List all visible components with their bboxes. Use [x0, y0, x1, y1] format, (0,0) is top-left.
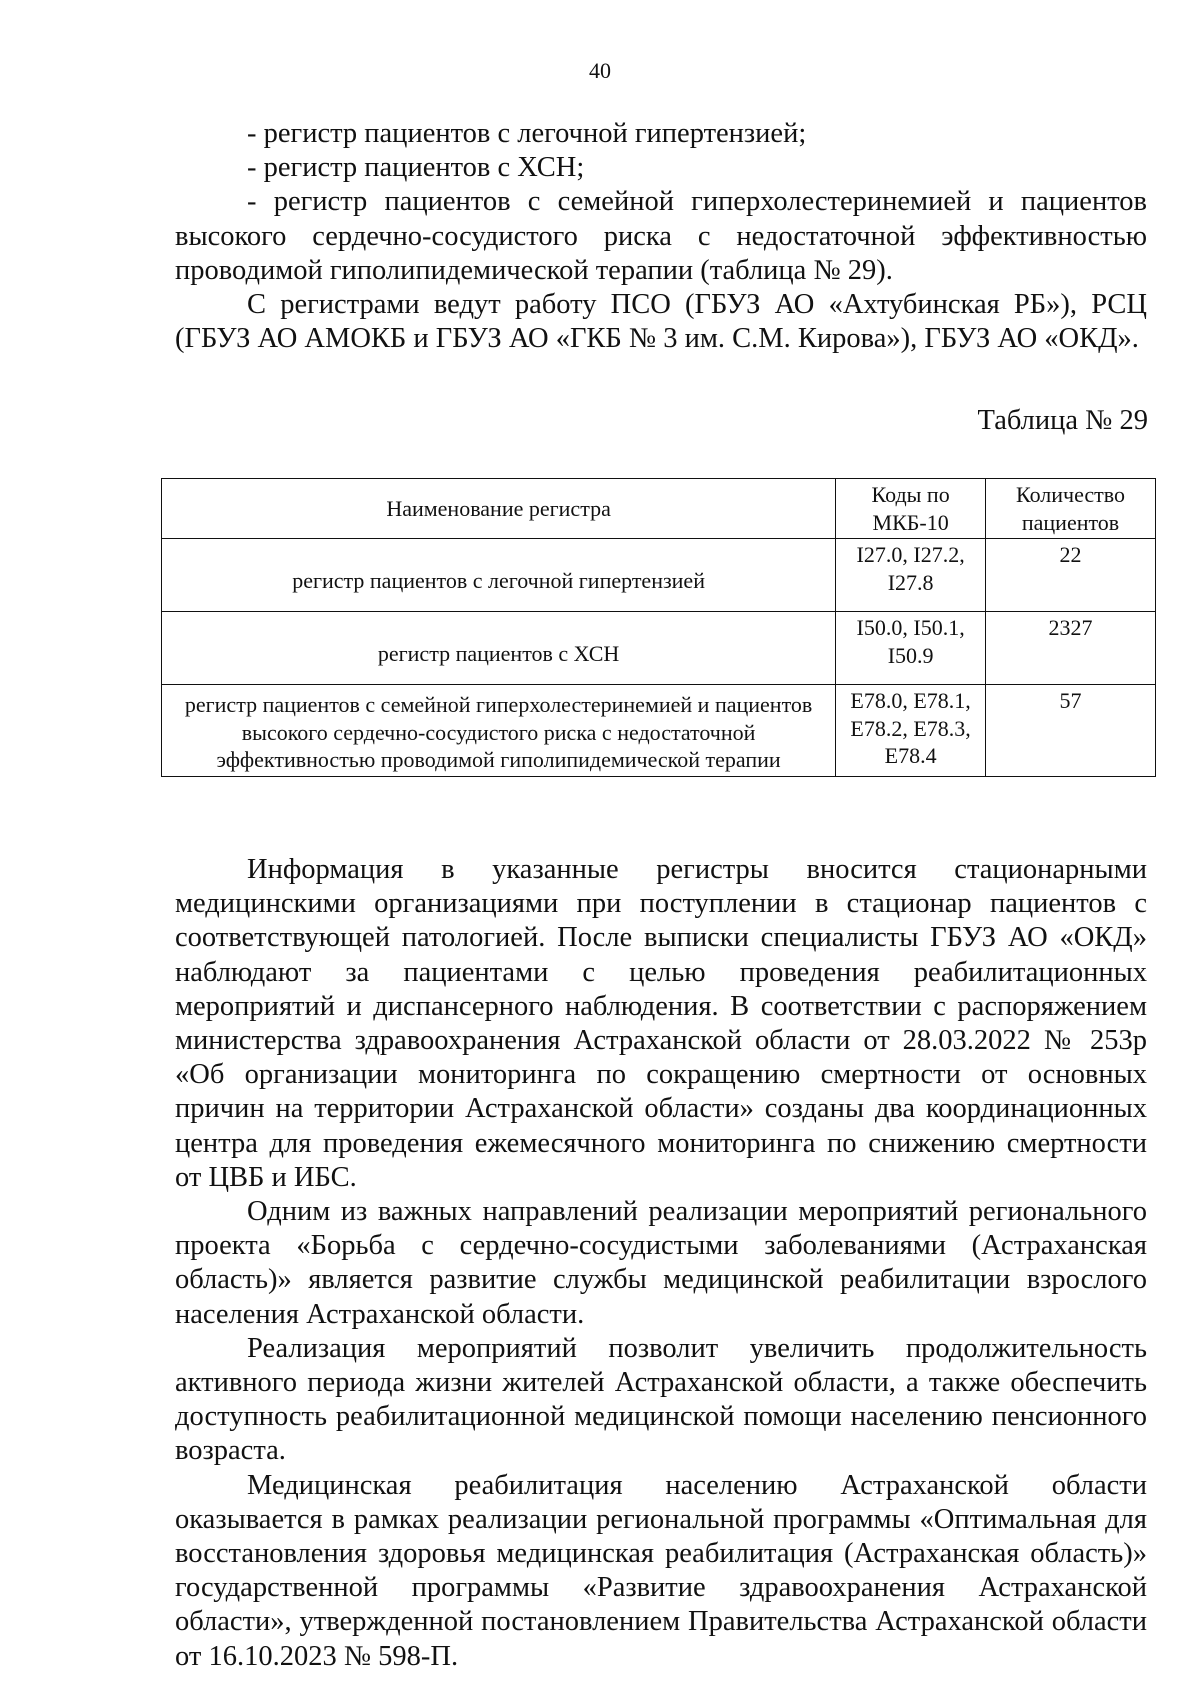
registry-name-cell: регистр пациентов с ХСН [162, 612, 836, 685]
icd-codes-cell: I27.0, I27.2, I27.8 [836, 539, 986, 612]
registry-name-cell: регистр пациентов с семейной гиперхолестеринемией и пациентов высокого сердечно-сосудистого риска с недостаточной эффективностью проводимой гиполипидемической терапии [162, 685, 836, 777]
patient-count-cell: 22 [986, 539, 1156, 612]
body-paragraph: Одним из важных направлений реализации мероприятий регионального проекта «Борьба с сердечно-сосудистыми заболеваниями (Астраханская область)» является развитие службы медицинской реабилитации взрослого населения Астраханской области. [175, 1196, 1147, 1330]
body-paragraph: Информация в указанные регистры вносится стационарными медицинскими организациями при поступлении в стационар пациентов с соответствующей патологией. После выписки специалисты ГБУЗ АО «ОКД» наблюдают за пациентами с целью проведения реабилитационных мероприятий и диспансерного наблюдения. В соответствии с распоряжением министерства здравоохранения Астраханской области от 28.03.2022 № 253р «Об организации мониторинга по сокращению смертности от основных причин на территории Астраханской области» созданы два координационных центра для проведения ежемесячного мониторинга по снижению смертности от ЦВБ и ИБС. [175, 854, 1147, 1193]
icd-codes-cell: I50.0, I50.1, I50.9 [836, 612, 986, 685]
header-name: Наименование регистра [162, 479, 836, 539]
list-item: - регистр пациентов с ХСН; [247, 152, 585, 184]
registry-name-cell: регистр пациентов с легочной гипертензией [162, 539, 836, 612]
table-row [162, 685, 1156, 777]
registry-operators-paragraph: С регистрами ведут работу ПСО (ГБУЗ АО «Ахтубинская РБ»), РСЦ (ГБУЗ АО АМОКБ и ГБУЗ АО «ГКБ № 3 им. С.М. Кирова»), ГБУЗ АО «ОКД». [175, 289, 1147, 355]
registry-table [161, 478, 1156, 777]
body-text [175, 853, 1147, 1674]
body-paragraph: Медицинская реабилитация населению Астраханской области оказывается в рамках реализации региональной программы «Оптимальная для восстановления здоровья медицинская реабилитация (Астраханская область)» государственной программы «Развитие здравоохранения Астраханской области», утвержденной постановлением Правительства Астраханской области от 16.10.2023 № 598-П. [175, 1469, 1147, 1672]
table-row [162, 539, 1156, 612]
patient-count-cell: 2327 [986, 612, 1156, 685]
intro-list [175, 117, 1147, 356]
patient-count-cell: 57 [986, 685, 1156, 777]
page-number: 40 [589, 58, 611, 83]
header-codes: Коды по МКБ-10 [836, 479, 986, 539]
list-item: - регистр пациентов с легочной гипертензией; [247, 118, 807, 149]
body-paragraph: Реализация мероприятий позволит увеличить продолжительность активного периода жизни жителей Астраханской области, а также обеспечить доступность реабилитационной медицинской помощи населению пенсионного возраста. [175, 1332, 1147, 1467]
list-item: - регистр пациентов с семейной гиперхолестеринемией и пациентов высокого сердечно-сосудистого риска с недостаточной эффективностью проводимой гиполипидемической терапии (таблица № 29). [175, 186, 1147, 286]
table-header-row [162, 479, 1156, 539]
table-row [162, 612, 1156, 685]
table-caption: Таблица № 29 [977, 405, 1148, 436]
header-count: Количество пациентов [986, 479, 1156, 539]
icd-codes-cell: E78.0, E78.1, E78.2, E78.3, E78.4 [836, 685, 986, 777]
